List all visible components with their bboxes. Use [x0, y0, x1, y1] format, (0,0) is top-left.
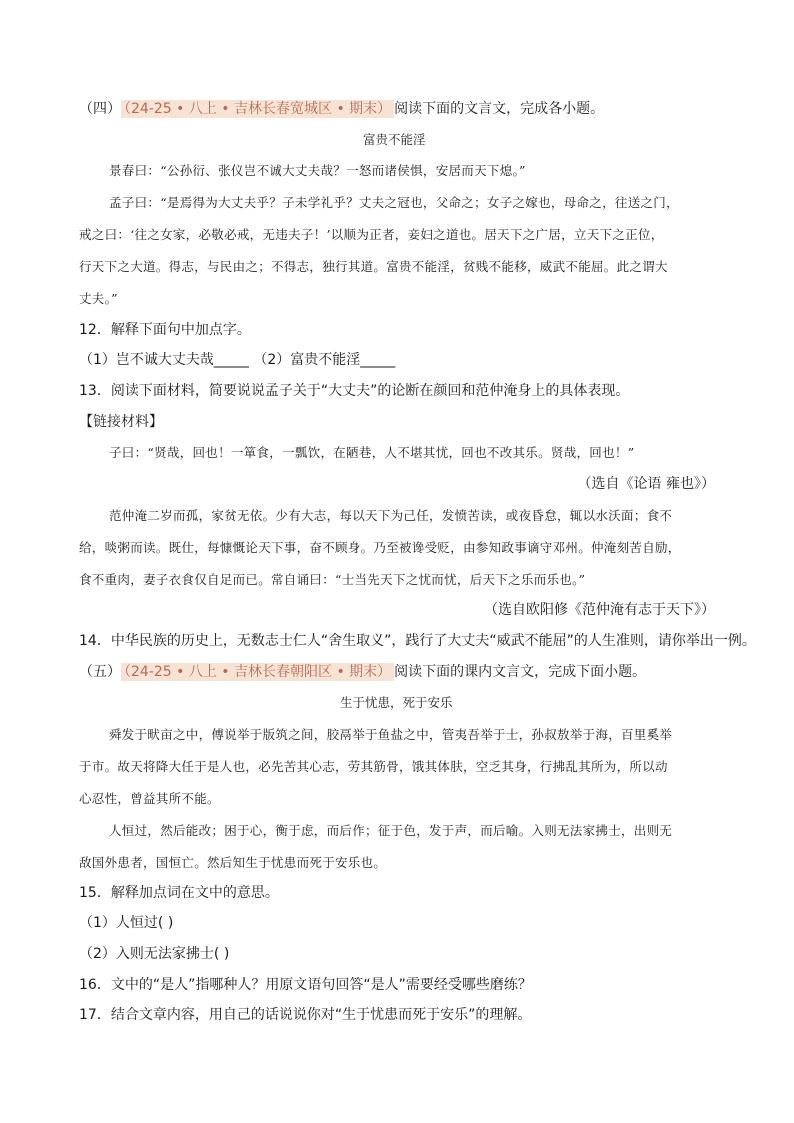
q12-items[interactable]: （1）岂不诚大丈夫哉_____ （2）富贵不能淫_____	[79, 352, 396, 368]
material2-line: 给，啖粥而读。既仕，每慷慨论天下事，奋不顾身。乃至被谗受贬，由参知政事谪守邓州。仲淹刻苦自励，	[79, 540, 681, 555]
link-material-label: 【链接材料】	[79, 414, 163, 430]
section5-passage-line: 舜发于畎亩之中，傅说举于版筑之间，胶鬲举于鱼盐之中，管夷吾举于士，孙叔敖举于海，百里奚举	[109, 727, 673, 742]
section4-passage-line: 戒之曰：‘往之女家，必敬必戒，无违夫子！’以顺为正者，妾妇之道也。居天下之广居，立天下之正位，	[79, 227, 664, 242]
q14-stem: 14．中华民族的历史上，无数志士仁人“舍生取义”，践行了大丈夫“威武不能屈”的人生准则，请你举出一例。	[79, 633, 756, 649]
q13-stem: 13．阅读下面材料，简要说说孟子关于“大丈夫”的论断在颜回和范仲淹身上的具体表现。	[79, 383, 630, 399]
section5-title: 生于忧患，死于安乐	[340, 695, 453, 710]
section5-passage-line: 人恒过，然后能改；困于心，衡于虑，而后作；征于色，发于声，而后喻。入则无法家拂士，出则无	[109, 823, 673, 838]
section5-passage-line: 于市。故天将降大任于是人也，必先苦其心志，劳其筋骨，饿其体肤，空乏其身，行拂乱其所为，所以动	[79, 759, 668, 774]
section4-prefix: （四）	[79, 101, 121, 117]
section5-instruction: 阅读下面的课内文言文，完成下面小题。	[394, 664, 647, 680]
section5-header	[79, 662, 646, 682]
section4-passage-line: 景春曰：“公孙衍、张仪岂不诚大丈夫哉？一怒而诸侯惧，安居而天下熄。”	[109, 163, 526, 178]
section4-instruction: 阅读下面的文言文，完成各小题。	[394, 101, 605, 117]
section4-title: 富贵不能淫	[363, 132, 426, 147]
material2-line: 范仲淹二岁而孤，家贫无依。少有大志，每以天下为己任，发愤苦读，或夜昏怠，辄以水沃面；食不	[109, 508, 673, 523]
section4-passage-line: 丈夫。”	[79, 291, 118, 306]
q16-stem: 16．文中的“是人”指哪种人？用原文语句回答“是人”需要经受哪些磨练？	[79, 977, 532, 993]
q17-stem: 17．结合文章内容，用自己的话说说你对“生于忧患而死于安乐”的理解。	[79, 1007, 532, 1023]
section4-source-tag[interactable]: （24-25 • 八上 • 吉林长春宽城区 • 期末）	[121, 100, 394, 118]
material2-source: （选自欧阳修《范仲淹有志于天下》）	[484, 602, 715, 618]
material1-text: 子曰：“贤哉，回也！一箪食，一瓢饮，在陋巷，人不堪其忧，回也不改其乐。贤哉，回也！”	[109, 445, 635, 460]
q15-item2[interactable]: （2）入则无法家拂士( )	[79, 946, 230, 962]
material2-line: 食不重肉，妻子衣食仅自足而已。常自诵曰：“士当先天下之忧而忧，后天下之乐而乐也。”	[79, 572, 586, 587]
section5-prefix: （五）	[79, 664, 121, 680]
section5-passage-line: 心忍性，曾益其所不能。	[79, 791, 220, 806]
section4-passage-line: 行天下之大道。得志，与民由之；不得志，独行其道。富贵不能淫，贫贱不能移，威武不能屈。此之谓大	[79, 259, 668, 274]
material1-source: （选自《论语 雍也》）	[577, 476, 715, 492]
q15-item1[interactable]: （1）人恒过( )	[79, 915, 174, 931]
q15-stem: 15．解释加点词在文中的意思。	[79, 885, 279, 901]
section5-source-tag[interactable]: （24-25 • 八上 • 吉林长春朝阳区 • 期末）	[121, 663, 394, 681]
q12-stem: 12．解释下面句中加点字。	[79, 322, 251, 338]
section5-passage-line: 敌国外患者，国恒亡。然后知生于忧患而死于安乐也。	[79, 855, 387, 870]
section4-header	[79, 99, 604, 119]
section4-passage-line: 孟子曰：“是焉得为大丈夫乎？子未学礼乎？丈夫之冠也，父命之；女子之嫁也，母命之，往送之门，	[109, 195, 679, 210]
